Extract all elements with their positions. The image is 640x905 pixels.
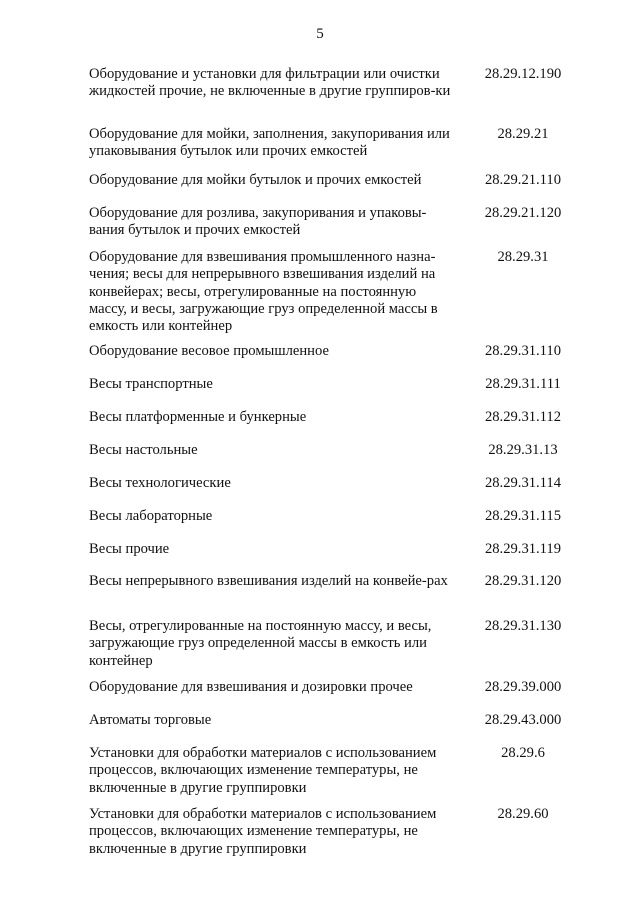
entry-name: Оборудование весовое промышленное [89,343,329,359]
entry-code: 28.29.21.110 [484,172,562,188]
entry-name: Весы платформенные и бункерные [89,409,307,425]
entry-code: 28.29.6 [501,745,545,761]
entry-code: 28.29.39.000 [484,679,562,695]
entry-code: 28.29.21 [497,126,549,142]
entry-code: 28.29.31.120 [484,573,562,589]
entry-code: 28.29.60 [497,806,549,822]
entry-code: 28.29.31.114 [484,475,562,491]
page-number: 5 [316,26,324,42]
entry-name: Весы, отрегулированные на постоянную массу, и весы, загружающие груз определенной массы в емкость или контейнер [89,618,432,669]
entry-name: Весы транспортные [89,376,213,392]
entry-code: 28.29.21.120 [484,205,562,221]
entry-code: 28.29.31.112 [484,409,562,425]
entry-code: 28.29.43.000 [484,712,562,728]
entry-code: 28.29.31.110 [484,343,562,359]
entry-name: Автоматы торговые [89,712,212,728]
entry-code: 28.29.31.130 [484,618,562,634]
entry-name: Весы непрерывного взвешивания изделий на конвейе-рах [89,573,448,589]
entry-code: 28.29.12.190 [484,66,562,82]
entry-name: Оборудование для взвешивания и дозировки прочее [89,679,413,695]
entry-name: Весы лабораторные [89,508,213,524]
entry-name: Оборудование для мойки бутылок и прочих емкостей [89,172,422,188]
entry-code: 28.29.31 [497,249,549,265]
entry-name: Оборудование для мойки, заполнения, закупоривания или упаковывания бутылок или прочих емкостей [89,126,450,160]
entry-name: Весы настольные [89,442,198,458]
entry-name: Весы технологические [89,475,231,491]
entry-code: 28.29.31.111 [485,376,561,392]
entry-name: Установки для обработки материалов с использованием процессов, включающих изменение температуры, не включенные в другие группировки [89,745,437,796]
entry-name: Оборудование для взвешивания промышленного назна-чения; весы для непрерывного взвешивания изделий на конвейерах; весы, отрегулированные на постоянную массу, и весы, загружающие груз определенной массы в емкость или контейнер [89,249,438,335]
entry-name: Весы прочие [89,541,170,557]
entry-name: Оборудование для розлива, закупоривания и упаковы-вания бутылок и прочих емкостей [89,205,427,239]
entry-code: 28.29.31.13 [488,442,558,458]
entry-code: 28.29.31.115 [484,508,562,524]
entry-code: 28.29.31.119 [484,541,562,557]
entry-name: Установки для обработки материалов с использованием процессов, включающих изменение температуры, не включенные в другие группировки [89,806,437,857]
entry-name: Оборудование и установки для фильтрации или очистки жидкостей прочие, не включенные в другие группиров-ки [89,66,451,100]
